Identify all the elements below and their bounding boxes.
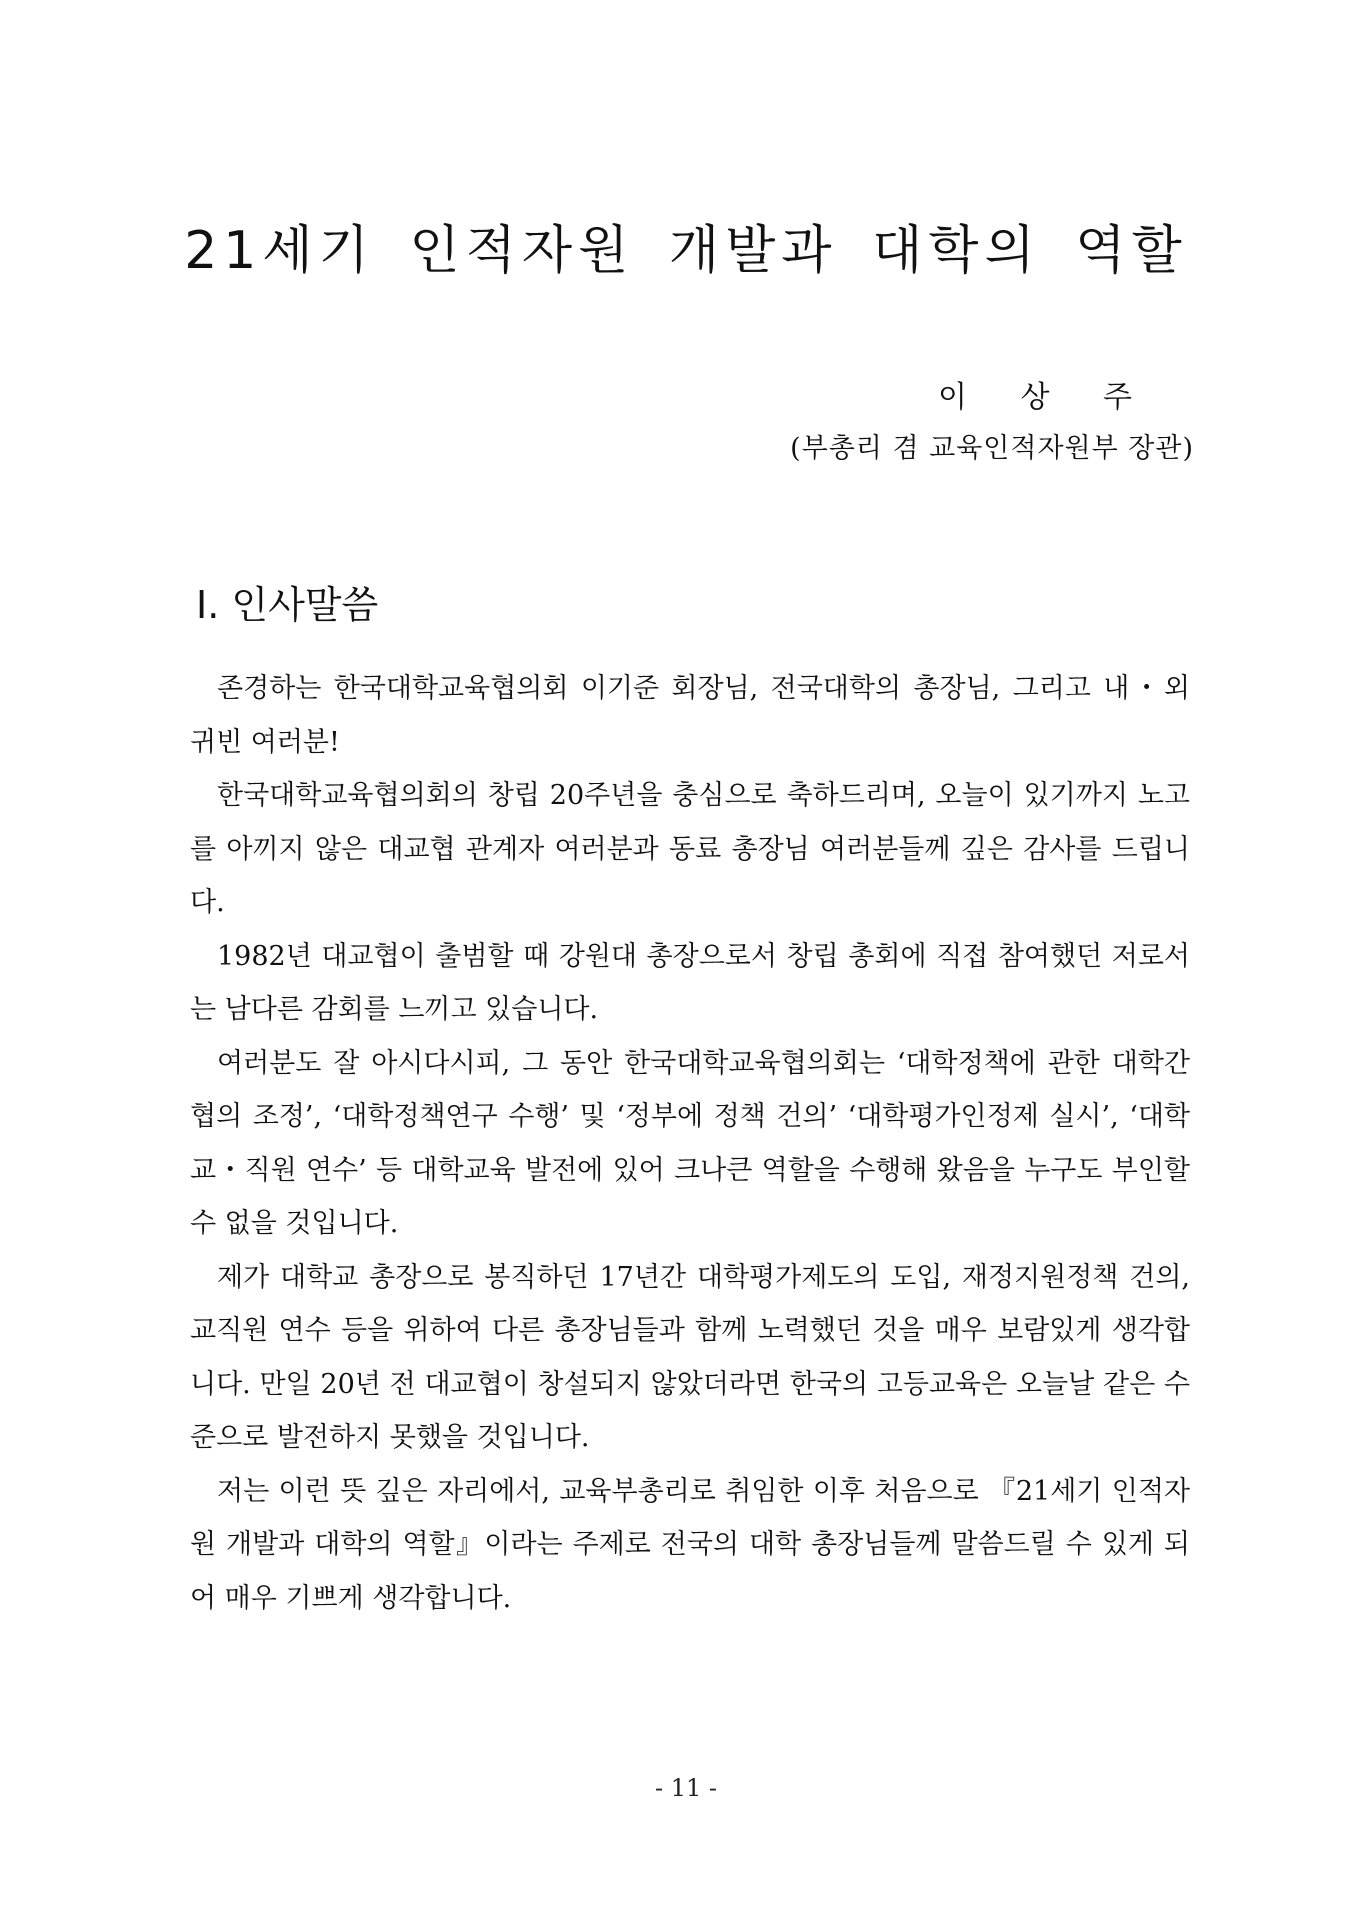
author-role: (부총리 겸 교육인적자원부 장관) (790, 433, 1194, 464)
page-number: - 11 - (654, 1774, 717, 1802)
paragraph: 한국대학교육협의회의 창립 20주년을 충심으로 축하드리며, 오늘이 있기까지 노고를 아끼지 않은 대교협 관계자 여러분과 동료 총장님 여러분들께 깊은 감사를 드립니다. (190, 780, 1190, 918)
paragraph: 제가 대학교 총장으로 봉직하던 17년간 대학평가제도의 도입, 재정지원정책 건의, 교직원 연수 등을 위하여 다른 총장님들과 함께 노력했던 것을 매우 보람있게 생각합니다. 만일 20년 전 대교협이 창설되지 않았더라면 한국의 고등교육은 오늘날 같은 수준으로 발전하지 못했을 것입니다. (190, 1261, 1190, 1453)
author-block (790, 372, 1194, 465)
section-heading: Ⅰ. 인사말씀 (196, 583, 379, 627)
paragraph: 저는 이런 뜻 깊은 자리에서, 교육부총리로 취임한 이후 처음으로 『21세기 인적자원 개발과 대학의 역할』이라는 주제로 전국의 대학 총장님들께 말씀드릴 수 있게 되어 매우 기쁘게 생각합니다. (190, 1475, 1190, 1614)
paragraph: 존경하는 한국대학교육협의회 이기준 회장님, 전국대학의 총장님, 그리고 내・외 귀빈 여러분! (190, 673, 1190, 758)
document-title: 21세기 인적자원 개발과 대학의 역할 (184, 221, 1188, 281)
paragraph: 여러분도 잘 아시다시피, 그 동안 한국대학교육협의회는 ‘대학정책에 관한 대학간 협의 조정’, ‘대학정책연구 수행’ 및 ‘정부에 정책 건의’ ‘대학평가인정제 실시’, ‘대학 교・직원 연수’ 등 대학교육 발전에 있어 크나큰 역할을 수행해 왔음을 누구도 부인할 수 없을 것입니다. (190, 1047, 1190, 1239)
author-name: 이 상 주 (937, 380, 1154, 415)
body-text (190, 662, 1190, 1625)
paragraph: 1982년 대교협이 출범할 때 강원대 총장으로서 창립 총회에 직접 참여했던 저로서는 남다른 감회를 느끼고 있습니다. (190, 940, 1190, 1025)
